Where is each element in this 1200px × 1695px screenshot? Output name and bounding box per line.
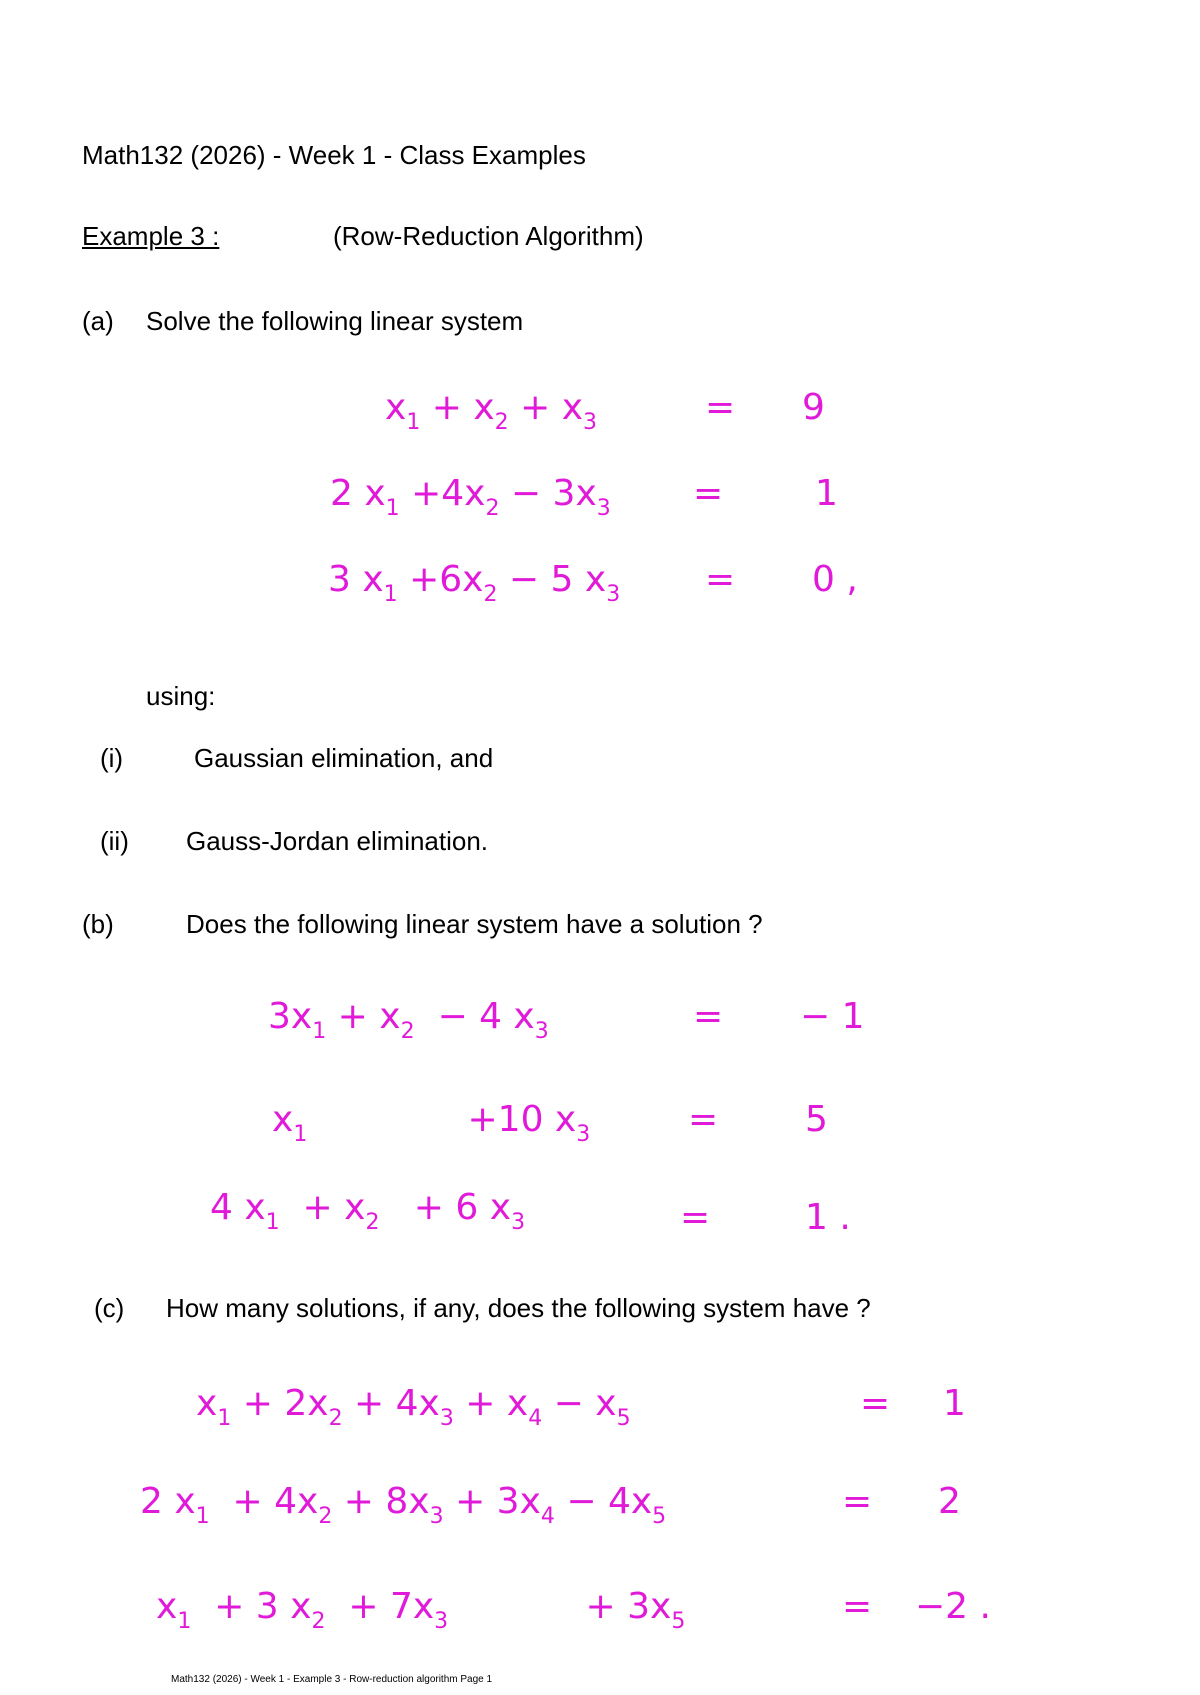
page-footer: Math132 (2026) - Week 1 - Example 3 - Row-reduction algorithm Page 1 <box>171 1674 493 1685</box>
equation-c3-lhs: $x_1 + 3$ $x_2 + 7x_3$ + $3x_5$ <box>156 1586 686 1634</box>
equation-a1-eq: = <box>705 387 736 428</box>
method-ii-label: (ii) <box>100 826 129 856</box>
equation-a3-rhs: 0 , <box>812 559 858 600</box>
equation-b1-lhs: $3x_1 + x_2 - 4$ $x_3$ <box>268 996 549 1044</box>
equation-b3-lhs: 4 $x_1 + x_2 + 6$ $x_3$ <box>210 1187 526 1235</box>
part-c-prompt: How many solutions, if any, does the following system have ? <box>166 1293 871 1323</box>
equation-a2-rhs: 1 <box>815 473 838 514</box>
equation-b2-eq: = <box>688 1099 719 1140</box>
method-ii-text: Gauss-Jordan elimination. <box>186 826 489 856</box>
equation-c1-rhs: 1 <box>943 1383 966 1424</box>
method-i-label: (i) <box>100 743 124 773</box>
using-label: using: <box>146 681 216 711</box>
equation-b1-rhs: − 1 <box>800 996 865 1037</box>
equation-a2-lhs: 2 $x_1 +4x_2 - 3x_3$ <box>330 473 611 521</box>
equation-c3-rhs: −2 . <box>915 1586 991 1627</box>
equation-b1-eq: = <box>693 996 724 1037</box>
equation-c1-lhs: $x_1 + 2x_2 + 4x_3 + x_4 - x_5$ <box>196 1383 631 1431</box>
equation-a1-rhs: 9 <box>802 387 825 428</box>
equation-c2-eq: = <box>842 1481 873 1522</box>
equation-c1-eq: = <box>860 1383 891 1424</box>
equation-a3-eq: = <box>705 559 736 600</box>
part-a-prompt: Solve the following linear system <box>146 306 524 336</box>
part-b-label: (b) <box>82 909 114 939</box>
equation-b3-rhs: 1 . <box>805 1197 851 1238</box>
equation-b2-lhs: $x_1$ +10 $x_3$ <box>272 1099 591 1147</box>
part-c-label: (c) <box>94 1293 125 1323</box>
example-topic: (Row-Reduction Algorithm) <box>333 221 644 251</box>
example-label: Example 3 : <box>82 221 220 251</box>
method-i-text: Gaussian elimination, and <box>194 743 494 773</box>
equation-c3-eq: = <box>842 1586 873 1627</box>
equation-b2-rhs: 5 <box>805 1099 828 1140</box>
equation-a3-lhs: 3 $x_1 +6x_2 - 5$ $x_3$ <box>328 559 621 607</box>
page-title: Math132 (2026) - Week 1 - Class Examples <box>82 140 586 170</box>
equation-b3-eq: = <box>680 1197 711 1238</box>
equation-a1-lhs: $x_1 + x_2 + x_3$ <box>385 387 598 435</box>
part-b-prompt: Does the following linear system have a solution ? <box>186 909 763 939</box>
part-a-label: (a) <box>82 306 114 336</box>
equation-a2-eq: = <box>693 473 724 514</box>
equation-c2-rhs: 2 <box>938 1481 961 1522</box>
equation-c2-lhs: 2 $x_1 + 4x_2 + 8x_3 + 3x_4 - 4x_5$ <box>140 1481 667 1529</box>
